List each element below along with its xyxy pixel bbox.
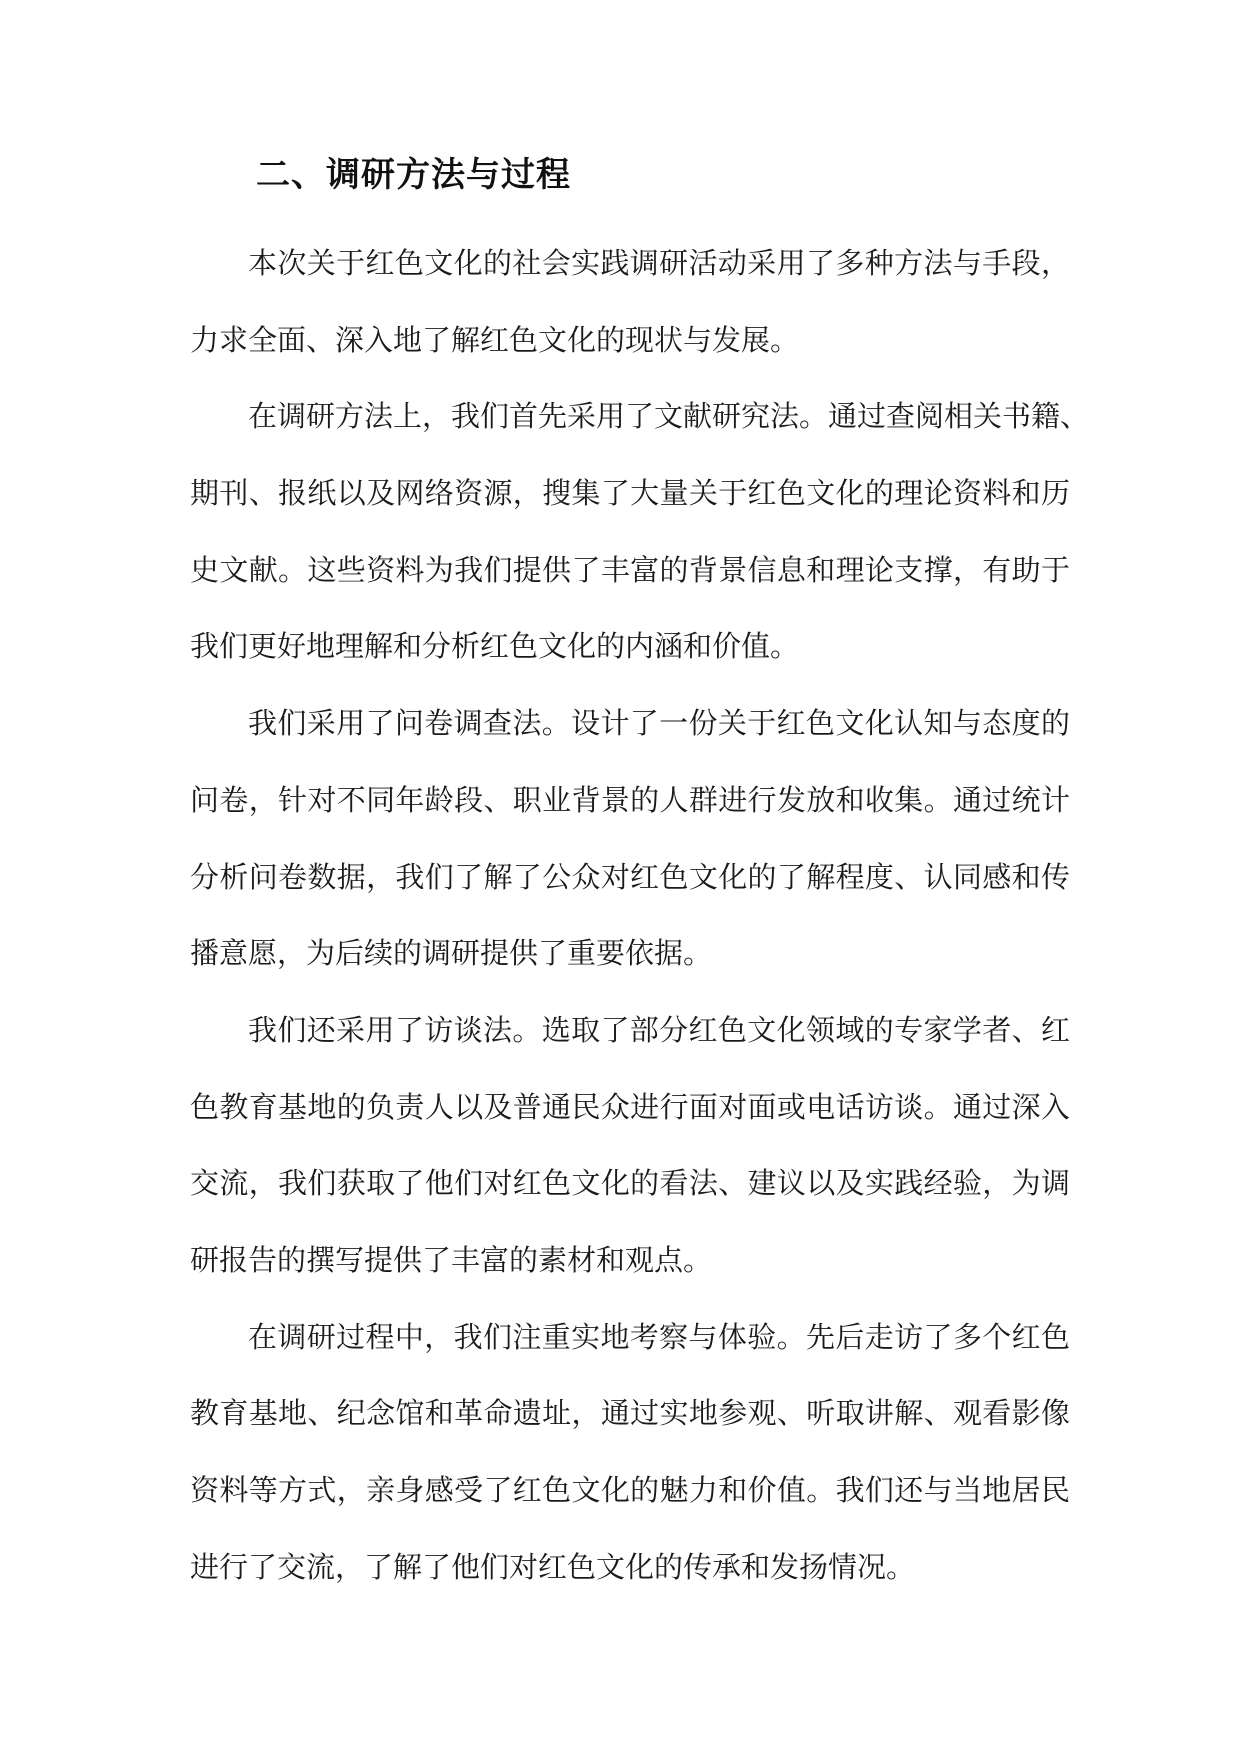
- paragraph-5-line-4: 进行了交流，了解了他们对红色文化的传承和发扬情况。: [190, 1549, 916, 1584]
- paragraph-3-line-3: 分析问卷数据，我们了解了公众对红色文化的了解程度、认同感和传: [190, 859, 1070, 894]
- paragraph-3-line-2: 问卷，针对不同年龄段、职业背景的人群进行发放和收集。通过统计: [190, 782, 1070, 817]
- paragraph-5-line-3: 资料等方式，亲身感受了红色文化的魅力和价值。我们还与当地居民: [190, 1473, 1070, 1507]
- body-text: [190, 225, 1090, 1605]
- paragraph-5-line-1: 在调研过程中，我们注重实地考察与体验。先后走访了多个红色: [248, 1319, 1070, 1354]
- paragraph-3-line-4: 播意愿，为后续的调研提供了重要依据。: [190, 936, 713, 971]
- paragraph-4-line-2: 色教育基地的负责人以及普通民众进行面对面或电话访谈。通过深入: [190, 1089, 1070, 1124]
- paragraph-2-line-4: 我们更好地理解和分析红色文化的内涵和价值。: [190, 629, 800, 664]
- paragraph-4-line-3: 交流，我们获取了他们对红色文化的看法、建议以及实践经验，为调: [190, 1166, 1070, 1201]
- section-heading: 二、调研方法与过程: [256, 155, 571, 195]
- paragraph-5-line-2: 教育基地、纪念馆和革命遗址，通过实地参观、听取讲解、观看影像: [190, 1396, 1070, 1431]
- paragraph-2-line-3: 史文献。这些资料为我们提供了丰富的背景信息和理论支撑，有助于: [190, 552, 1070, 587]
- paragraph-4-line-4: 研报告的撰写提供了丰富的素材和观点。: [190, 1242, 713, 1277]
- paragraph-3-line-1: 我们采用了问卷调查法。设计了一份关于红色文化认知与态度的: [248, 706, 1070, 741]
- paragraph-2-line-2: 期刊、报纸以及网络资源，搜集了大量关于红色文化的理论资料和历: [190, 476, 1070, 511]
- paragraph-1-line-2: 力求全面、深入地了解红色文化的现状与发展。: [190, 322, 800, 357]
- paragraph-1-line-1: 本次关于红色文化的社会实践调研活动采用了多种方法与手段，: [248, 246, 1070, 280]
- paragraph-2-line-1: 在调研方法上，我们首先采用了文献研究法。通过查阅相关书籍、: [248, 399, 1090, 434]
- paragraph-4-line-1: 我们还采用了访谈法。选取了部分红色文化领域的专家学者、红: [248, 1012, 1070, 1047]
